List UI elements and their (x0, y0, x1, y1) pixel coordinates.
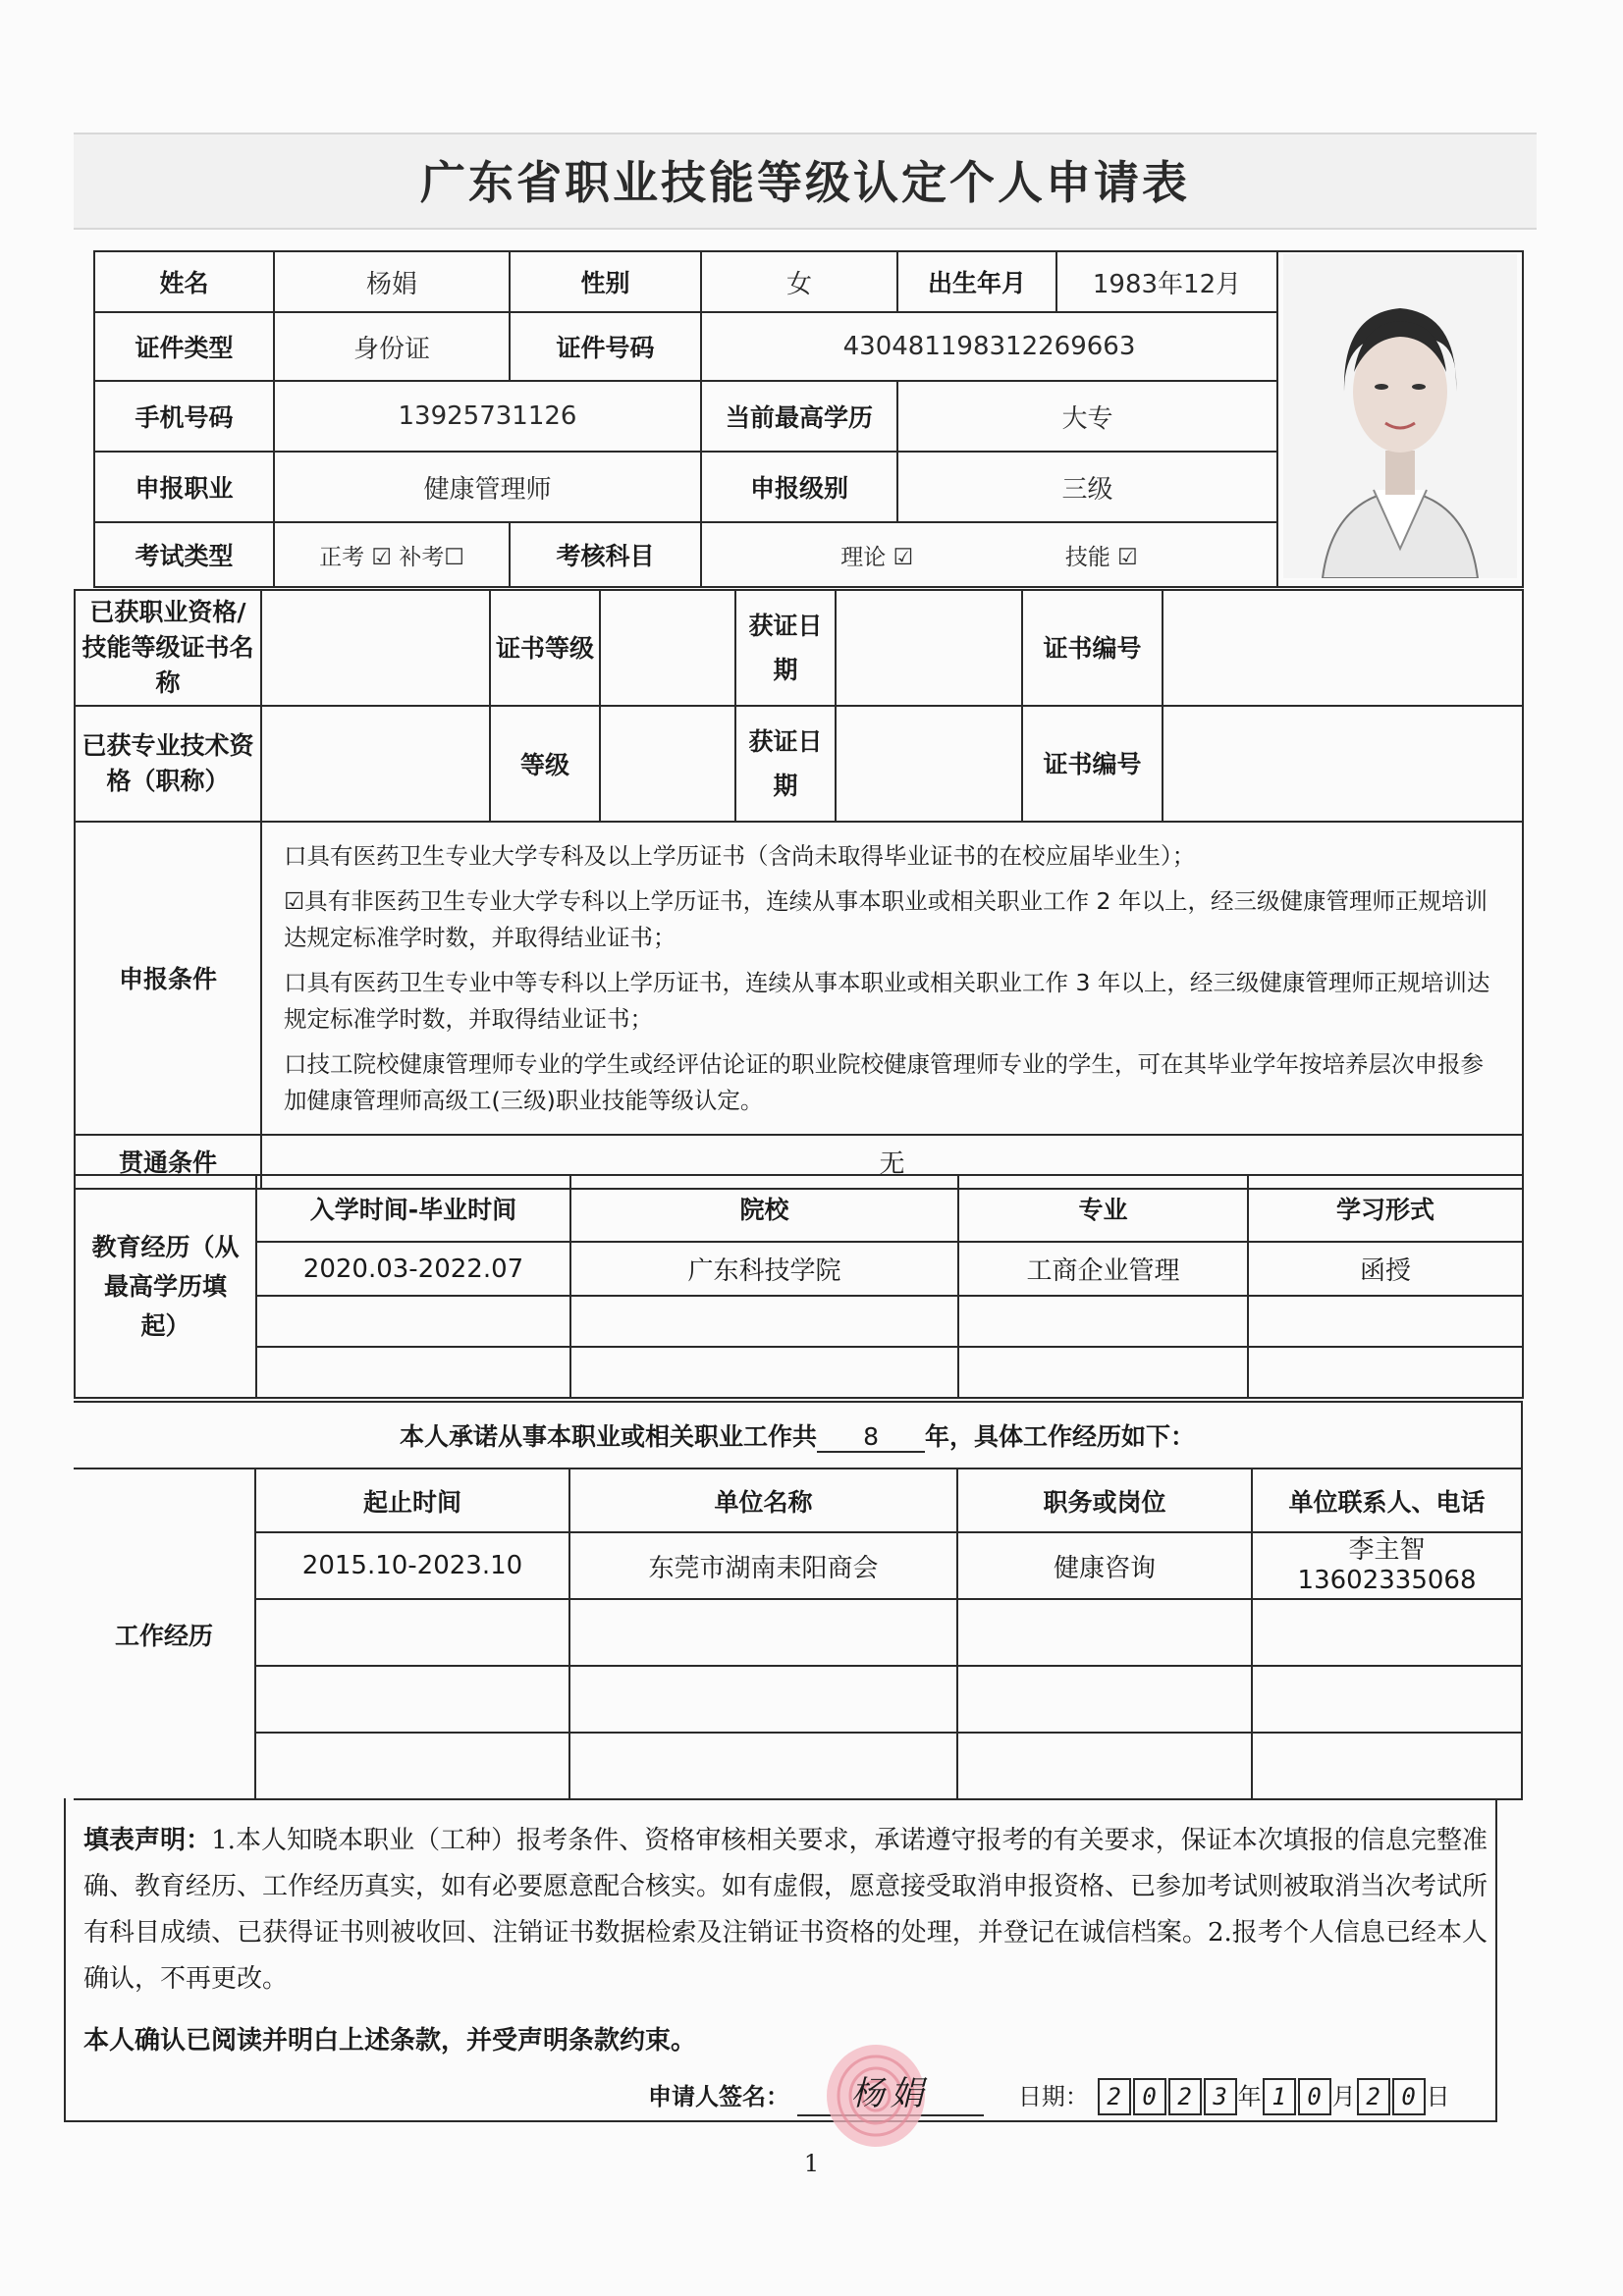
condition-checkbox[interactable]: ☑ (284, 887, 305, 916)
gender-label: 性别 (510, 251, 701, 312)
date-digit[interactable]: 3 (1204, 2078, 1237, 2115)
condition-item-checked (284, 883, 1500, 955)
education-cell: 2020.03-2022.07 (256, 1242, 570, 1296)
apply-level-value: 三级 (897, 452, 1277, 522)
exam-makeup-checkbox[interactable]: ☐ (444, 544, 464, 570)
education-cell: 广东科技学院 (570, 1242, 958, 1296)
page-number: 1 (803, 2150, 820, 2177)
cert-name-label: 已获职业资格/技能等级证书名称 (75, 590, 261, 706)
year-unit: 年 (1237, 2083, 1262, 2110)
cert-date-value (836, 590, 1022, 706)
title-grade-value (600, 706, 735, 822)
date-digit[interactable]: 2 (1357, 2078, 1390, 2115)
education-header: 学习形式 (1248, 1175, 1523, 1242)
work-contact-cell (1252, 1532, 1522, 1599)
date-label: 日期： (1017, 2083, 1089, 2110)
table-row (75, 1242, 1523, 1296)
id-no-value: 430481198312269663 (701, 312, 1277, 381)
date-digit[interactable]: 2 (1098, 2078, 1131, 2115)
exam-type-label: 考试类型 (94, 522, 274, 587)
condition-item: 具有非医药卫生专业大学专科以上学历证书，连续从事本职业或相关职业工作 2 年以上，经三级健康管理师正规培训达规定标准学时数，并取得结业证书； (284, 887, 1488, 951)
month-unit: 月 (1331, 2083, 1356, 2110)
title-cert-no-label: 证书编号 (1022, 706, 1163, 822)
exam-normal-checkbox[interactable]: ☑ (371, 544, 392, 570)
work-cell: 东莞市湖南耒阳商会 (569, 1532, 957, 1599)
confirmation-statement: 本人确认已阅读并明白上述条款，并受声明条款约束。 (83, 2026, 697, 2056)
education-cell: 工商企业管理 (958, 1242, 1248, 1296)
subject-label: 考核科目 (510, 522, 701, 587)
work-years: 8 (817, 1422, 925, 1453)
cert-name-value (261, 590, 490, 706)
contact-name: 李主智 (1348, 1534, 1426, 1565)
conditions-list (261, 822, 1523, 1135)
work-promise (74, 1402, 1522, 1468)
work-table (74, 1401, 1523, 1800)
date-digit[interactable]: 0 (1392, 2078, 1426, 2115)
education-table (74, 1174, 1524, 1399)
professional-title-label: 已获专业技术资格（职称） (75, 706, 261, 822)
table-row (75, 1347, 1523, 1398)
contact-phone: 13602335068 (1297, 1566, 1477, 1595)
professional-title-value (261, 706, 490, 822)
birth-label: 出生年月 (897, 251, 1056, 312)
subject-skill-checkbox[interactable]: ☑ (1117, 544, 1138, 570)
exam-type-options (274, 522, 510, 587)
table-row (74, 1599, 1522, 1666)
work-promise-suffix: 年，具体工作经历如下： (925, 1422, 1196, 1451)
name-label: 姓名 (94, 251, 274, 312)
through-label: 贯通条件 (75, 1135, 261, 1189)
title-date-value (836, 706, 1022, 822)
title-cert-no-value (1163, 706, 1523, 822)
exam-normal-label: 正考 (319, 544, 365, 570)
cert-no-label: 证书编号 (1022, 590, 1163, 706)
photo-cell (1277, 251, 1523, 587)
signature: 杨娟 (850, 2074, 930, 2113)
subject-skill-label: 技能 (1064, 544, 1110, 570)
name-value: 杨娟 (274, 251, 510, 312)
education-header: 院校 (570, 1175, 958, 1242)
condition-item: 口具有医药卫生专业中等专科以上学历证书，连续从事本职业或相关职业工作 3 年以上，经三级健康管理师正规培训达规定标准学时数，并取得结业证书； (284, 969, 1490, 1033)
page-title: 广东省职业技能等级认定个人申请表 (420, 156, 1190, 209)
title-date-label: 获证日期 (735, 706, 836, 822)
table-row (74, 1733, 1522, 1799)
gender-value: 女 (701, 251, 897, 312)
id-type-label: 证件类型 (94, 312, 274, 381)
signature-area[interactable] (797, 2066, 984, 2116)
education-header: 专业 (958, 1175, 1248, 1242)
work-header: 单位联系人、电话 (1252, 1468, 1522, 1532)
declaration-text (83, 1818, 1488, 2002)
signature-label: 申请人签名： (648, 2083, 789, 2110)
education-label: 教育经历（从最高学历填起） (75, 1175, 256, 1398)
subject-theory-label: 理论 (840, 544, 887, 570)
work-promise-prefix: 本人承诺从事本职业或相关职业工作共 (400, 1422, 818, 1451)
date-digit[interactable]: 0 (1298, 2078, 1331, 2115)
title-grade-label: 等级 (490, 706, 600, 822)
certificates-table (74, 589, 1524, 823)
conditions-label: 申报条件 (75, 822, 261, 1135)
education-cell: 函授 (1248, 1242, 1523, 1296)
condition-item: 口具有医药卫生专业大学专科及以上学历证书（含尚未取得毕业证书的在校应届毕业生）； (284, 842, 1196, 870)
date-digit[interactable]: 1 (1263, 2078, 1296, 2115)
work-cell: 健康咨询 (957, 1532, 1252, 1599)
education-header: 入学时间-毕业时间 (256, 1175, 570, 1242)
personal-info-table (93, 250, 1524, 588)
day-unit: 日 (1426, 2083, 1450, 2110)
table-row (74, 1666, 1522, 1733)
cert-no-value (1163, 590, 1523, 706)
cert-level-value (600, 590, 735, 706)
declaration-heading: 填表声明： (83, 1826, 212, 1855)
education-level-label: 当前最高学历 (701, 381, 897, 452)
cert-date-label: 获证日期 (735, 590, 836, 706)
id-no-label: 证件号码 (510, 312, 701, 381)
signature-row (648, 2066, 1450, 2116)
applicant-photo (1283, 254, 1517, 578)
cert-level-label: 证书等级 (490, 590, 600, 706)
date-digit[interactable]: 0 (1133, 2078, 1166, 2115)
phone-label: 手机号码 (94, 381, 274, 452)
apply-level-label: 申报级别 (701, 452, 897, 522)
work-header: 起止时间 (255, 1468, 569, 1532)
conditions-table (74, 821, 1524, 1190)
birth-value: 1983年12月 (1056, 251, 1277, 312)
declaration-body: 1.本人知晓本职业（工种）报考条件、资格审核相关要求，承诺遵守报考的有关要求，保证本次填报的信息完整准确、教育经历、工作经历真实，如有必要愿意配合核实。如有虚假，愿意接受取消申报资格、已参加考试则被取消当次考试所有科目成绩、已获得证书则被收回、注销证书数据检索及注销证书资格的处理，并登记在诚信档案。2.报考个人信息已经本人确认，不再更改。 (83, 1826, 1488, 1994)
condition-item: 口技工院校健康管理师专业的学生或经评估论证的职业院校健康管理师专业的学生，可在其毕业学年按培养层次申报参加健康管理师高级工(三级)职业技能等级认定。 (284, 1050, 1484, 1114)
job-value: 健康管理师 (274, 452, 701, 522)
work-label: 工作经历 (74, 1468, 255, 1799)
table-row (74, 1532, 1522, 1599)
subject-theory-checkbox[interactable]: ☑ (893, 544, 914, 570)
table-row (75, 1296, 1523, 1347)
work-header: 单位名称 (569, 1468, 957, 1532)
subject-options (701, 522, 1277, 587)
exam-makeup-label: 补考 (399, 544, 445, 570)
education-level-value: 大专 (897, 381, 1277, 452)
work-header: 职务或岗位 (957, 1468, 1252, 1532)
through-value: 无 (261, 1135, 1523, 1189)
job-label: 申报职业 (94, 452, 274, 522)
id-type-value: 身份证 (274, 312, 510, 381)
date-digit[interactable]: 2 (1168, 2078, 1202, 2115)
work-cell: 2015.10-2023.10 (255, 1532, 569, 1599)
phone-value: 13925731126 (274, 381, 701, 452)
